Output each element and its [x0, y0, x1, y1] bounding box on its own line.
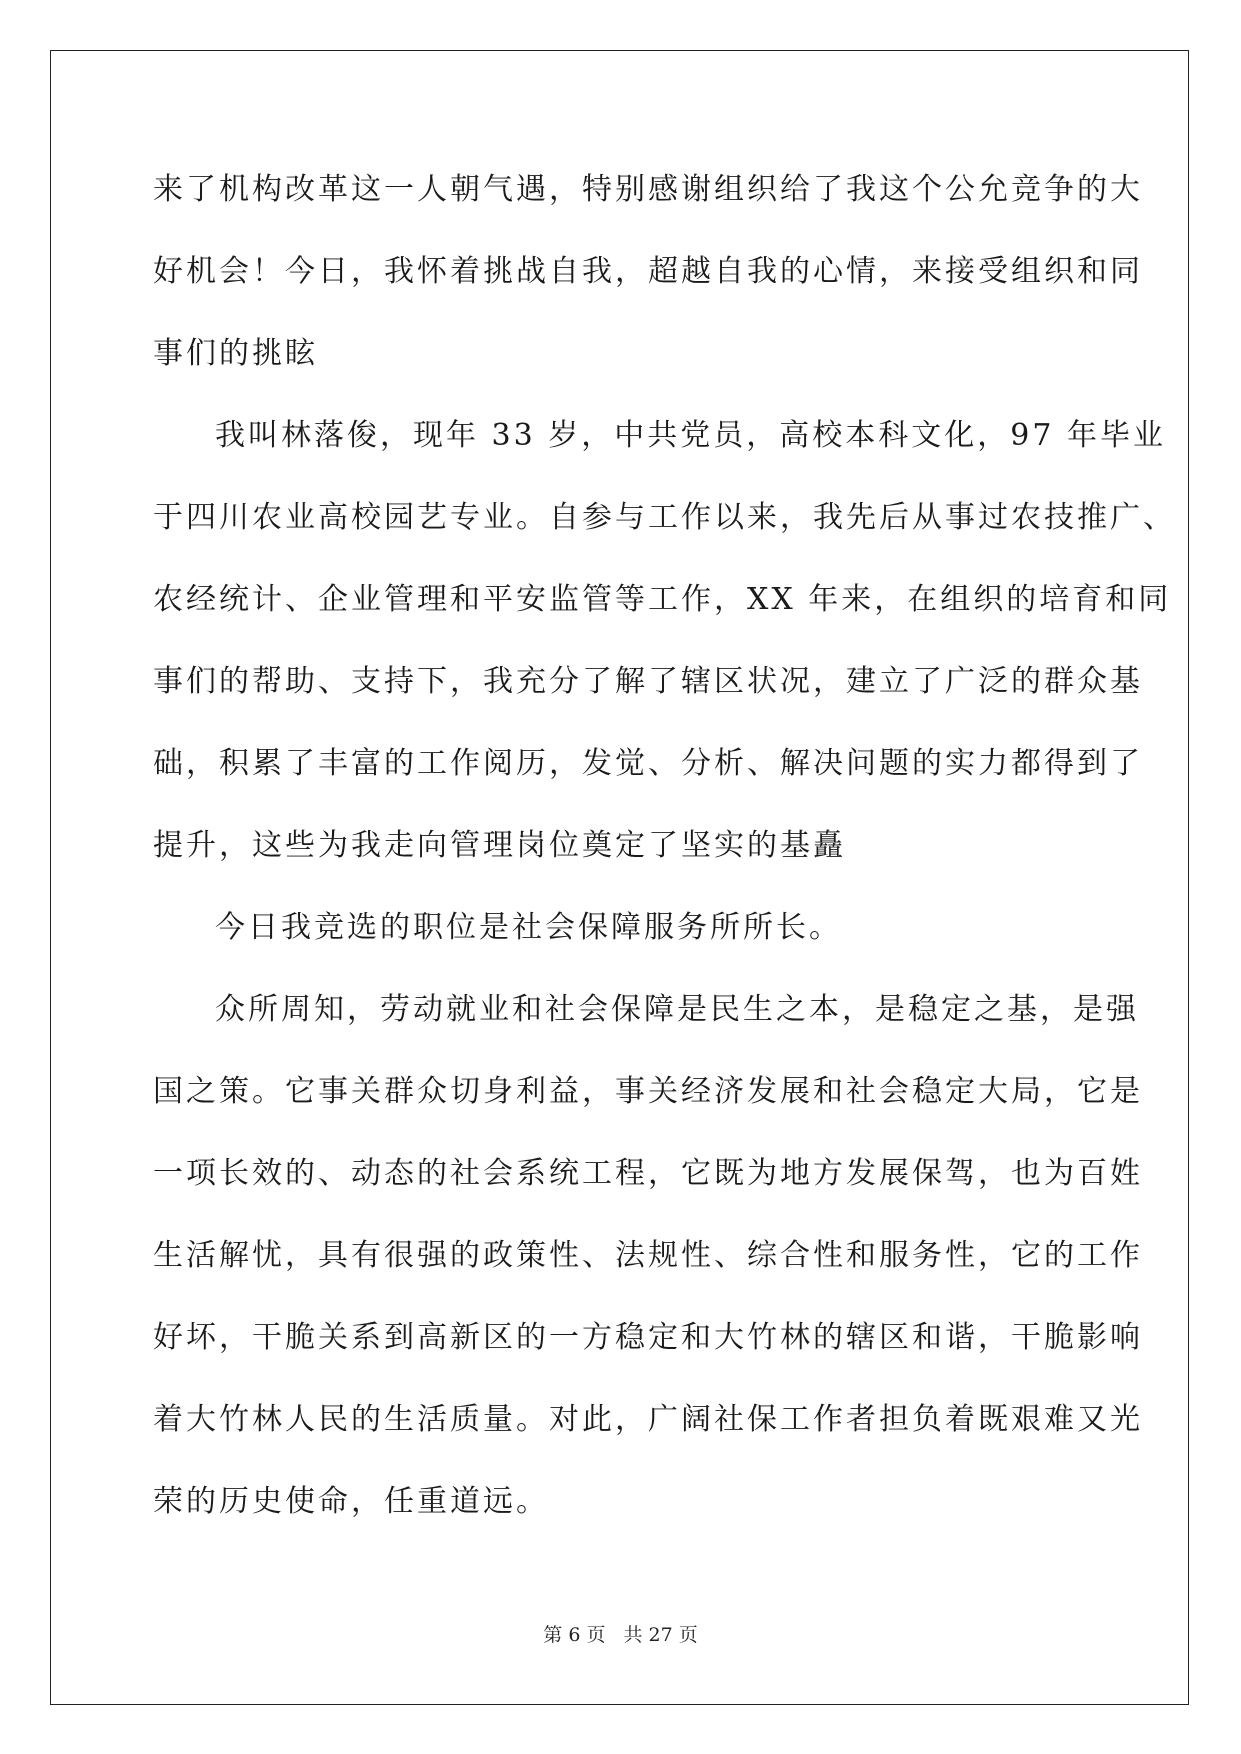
- text-line: 事们的挑眩: [153, 336, 318, 371]
- text-line: 提升，这些为我走向管理岗位奠定了坚实的基矗: [153, 828, 846, 863]
- page-footer: [0, 1620, 1241, 1647]
- text-line: 事们的帮助、支持下，我充分了解了辖区状况，建立了广泛的群众基: [153, 664, 1143, 699]
- text-line: 国之策。它事关群众切身利益，事关经济发展和社会稳定大局，它是: [153, 1074, 1143, 1109]
- page-number: 第 6 页: [543, 1624, 606, 1646]
- text-line: 着大竹林人民的生活质量。对此，广阔社保工作者担负着既艰难又光: [153, 1402, 1143, 1437]
- text-line: 来了机构改革这一人朝气遇，特别感谢组织给了我这个公允竞争的大: [153, 172, 1143, 207]
- body-text: [153, 160, 1176, 1554]
- text-line: 荣的历史使命，任重道远。: [153, 1484, 549, 1519]
- paragraph-start-line: 今日我竞选的职位是社会保障服务所所长。: [215, 910, 842, 945]
- page-total: 共 27 页: [623, 1624, 698, 1646]
- text-line: 好机会！今日，我怀着挑战自我，超越自我的心情，来接受组织和同: [153, 254, 1143, 289]
- text-line: 好坏，干脆关系到高新区的一方稳定和大竹林的辖区和谐，干脆影响: [153, 1320, 1143, 1355]
- text-line: 础，积累了丰富的工作阅历，发觉、分析、解决问题的实力都得到了: [153, 746, 1143, 781]
- text-line: 生活解忧，具有很强的政策性、法规性、综合性和服务性，它的工作: [153, 1238, 1143, 1273]
- paragraph-start-line: 我叫林落俊，现年 33 岁，中共党员，高校本科文化，97 年毕业: [215, 418, 1166, 453]
- text-line: 农经统计、企业管理和平安监管等工作，XX 年来，在组织的培育和同: [153, 582, 1172, 617]
- paragraph-start-line: 众所周知，劳动就业和社会保障是民生之本，是稳定之基，是强: [215, 992, 1139, 1027]
- text-line: 一项长效的、动态的社会系统工程，它既为地方发展保驾，也为百姓: [153, 1156, 1143, 1191]
- text-line: 于四川农业高校园艺专业。自参与工作以来，我先后从事过农技推广、: [153, 500, 1176, 535]
